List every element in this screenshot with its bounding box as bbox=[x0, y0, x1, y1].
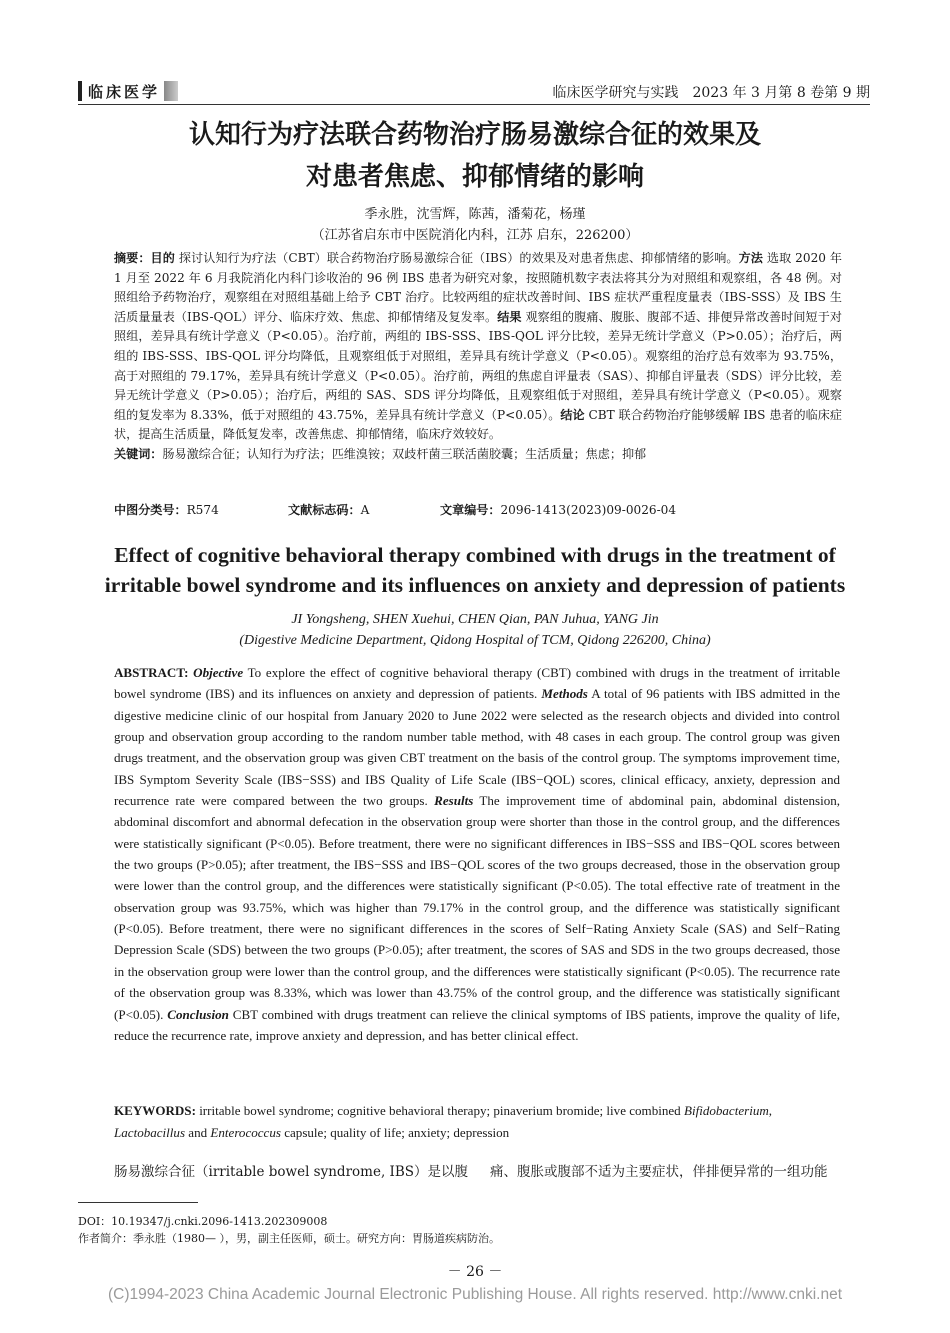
authors-cn: 季永胜，沈雪辉，陈茜，潘菊花，杨瑾 bbox=[364, 207, 586, 222]
results-label-cn: 结果 bbox=[497, 309, 522, 324]
keywords-en bbox=[114, 1100, 840, 1143]
objective-cn: 探讨认知行为疗法（CBT）联合药物治疗肠易激综合征（IBS）的效果及对患者焦虑、抑郁情绪的影响。 bbox=[174, 251, 739, 265]
title-cn-line2: 对患者焦虑、抑郁情绪的影响 bbox=[305, 162, 644, 192]
objective-label-en: Objective bbox=[193, 665, 244, 680]
methods-label-en: Methods bbox=[541, 686, 588, 702]
title-cn-line1: 认知行为疗法联合药物治疗肠易激综合征的效果及 bbox=[188, 120, 761, 150]
header-bar-grey bbox=[164, 81, 178, 101]
doi-footnote: DOI：10.19347/j.cnki.2096-1413.202309008 bbox=[78, 1215, 328, 1228]
keywords-en-part: , bbox=[768, 1103, 773, 1118]
affiliation-cn: （江苏省启东市中医院消化内科，江苏 启东，226200） bbox=[311, 228, 639, 243]
page-number: － 26 － bbox=[447, 1264, 503, 1280]
body-text-left: 肠易激综合征（irritable bowel syndrome, IBS）是以腹 bbox=[114, 1164, 469, 1180]
copyright-watermark: (C)1994-2023 China Academic Journal Electronic Publishing House. All rights reserved. http://www.cnki.net bbox=[107, 1286, 843, 1303]
keywords-en-label: KEYWORDS: bbox=[114, 1103, 200, 1118]
clc-code bbox=[114, 501, 219, 518]
methods-label-cn: 方法 bbox=[738, 251, 763, 265]
conclusion-en: CBT combined with drugs treatment can relieve the clinical symptoms of IBS patients, improve the quality of life, reduce the recurrence rate, improve anxiety and depression, and has better clinical effect. bbox=[114, 1006, 840, 1043]
article-label: 文章编号： bbox=[440, 503, 501, 517]
title-en-line2: irritable bowel syndrome and its influences on anxiety and depression of patients bbox=[104, 573, 846, 597]
header-bar-dark bbox=[78, 81, 82, 101]
article-number bbox=[440, 501, 676, 518]
body-text-right: 痛、腹胀或腹部不适为主要症状，伴排便异常的一组功能 bbox=[490, 1164, 828, 1180]
abstract-en-label: ABSTRACT: bbox=[114, 665, 194, 680]
conclusion-label-cn: 结论 bbox=[560, 407, 585, 422]
results-en: The improvement time of abdominal pain, abdominal distension, abdominal discomfort and abnormal defecation in the observation group were shorter than those in the control group, and the differences were statistically significant (P<0.05). Before treatment, there were no significant differences in IBS−SSS and IBS−QOL scores between the two groups (P>0.05); after treatment, the IBS−SSS and IBS−QOL scores of the two groups decreased, those in the observation group were lower than the control group, and the differences were statistically significant (P<0.05). The total effective rate of treatment in the observation group was 93.75%, which was higher than 79.17% in the control group, and the difference was statistically significant (P<0.05). Before treatment, there were no significant differences in the scores of Self−Rating Anxiety Scale (SAS) and Self−Rating Depression Scale (SDS) between the two groups (P>0.05); after treatment, the scores of SAS and SDS in the two groups decreased, those in the observation group were lower than the control group, and the differences were statistically significant (P<0.05). The recurrence rate of the observation group was 8.33%, which was lower than 43.75% of the control group, and the difference was statistically significant (P<0.05). bbox=[114, 793, 840, 1022]
abstract-en bbox=[114, 662, 840, 1046]
footnote-rule bbox=[78, 1202, 198, 1203]
abstract-cn-label: 摘要： bbox=[114, 251, 151, 265]
objective-en: To explore the effect of cognitive behavioral therapy (CBT) combined with drugs in the treatment of irritable bowel syndrome (IBS) and its influences on anxiety and depression of patients. bbox=[114, 665, 840, 702]
journal-info: 临床医学研究与实践 2023 年 3 月第 8 卷第 9 期 bbox=[552, 85, 870, 101]
clc-label: 中图分类号： bbox=[114, 503, 187, 517]
doc-label: 文献标志码： bbox=[288, 503, 361, 517]
results-cn: 观察组的腹痛、腹胀、腹部不适、排便异常改善时间短于对照组，差异具有统计学意义（P<0.05）。治疗前，两组的 IBS-SSS、IBS-QOL 评分比较，差异无统计学意义（P>0.05）；治疗后，两组的 IBS-SSS、IBS-QOL 评分均降低，且观察组低于对照组，差异具有统计学意义（P<0.05）。观察组的治疗总有效率为 93.75%，高于对照组的 79.17%，差异具有统计学意义（P<0.05）。治疗前，两组的焦虑自评量表（SAS）、抑郁自评量表（SDS）评分比较，差异无统计学意义（P>0.05）；治疗后，两组的 SAS、SDS 评分均降低，且观察组低于对照组，差异具有统计学意义（P<0.05）。观察组的复发率为 8.33%，低于对照组的 43.75%，差异具有统计学意义（P<0.05）。 bbox=[114, 309, 842, 422]
section-tag: 临床医学 bbox=[88, 82, 161, 101]
keywords-en-italic: Enterococcus bbox=[210, 1124, 281, 1140]
affiliation-en: (Digestive Medicine Department, Qidong Hospital of TCM, Qidong 226200, China) bbox=[239, 633, 711, 648]
results-label-en: Results bbox=[434, 793, 474, 809]
keywords-en-part: irritable bowel syndrome; cognitive behavioral therapy; pinaverium bromide; live combined bbox=[199, 1103, 684, 1118]
methods-en: A total of 96 patients with IBS admitted in the digestive medicine clinic of our hospital from January 2020 to June 2022 were selected as the research objects and divided into control group and observation group according to the random number table method, with 48 cases in each group. The control group was given drugs treatment, and the observation group was given CBT treatment on the basis of the control group. The symptoms improvement time, IBS Symptom Severity Scale (IBS−SSS) and IBS Quality of Life Scale (IBS−QOL) scores, clinical efficacy, anxiety, depression and recurrence rate were compared between the two groups. bbox=[114, 686, 840, 809]
keywords-cn: 肠易激综合征；认知行为疗法；匹维溴铵；双歧杆菌三联活菌胶囊；生活质量；焦虑；抑郁 bbox=[162, 446, 647, 461]
keywords-cn-label: 关键词： bbox=[114, 446, 163, 461]
abstract-cn bbox=[114, 249, 842, 465]
doc-value: A bbox=[360, 503, 370, 517]
article-value: 2096-1413(2023)09-0026-04 bbox=[500, 503, 677, 517]
header-rule bbox=[78, 104, 870, 105]
keywords-en-part: capsule; quality of life; anxiety; depression bbox=[280, 1124, 510, 1140]
keywords-en-part: and bbox=[185, 1124, 211, 1140]
keywords-en-italic: Lactobacillus bbox=[114, 1124, 186, 1140]
author-bio-footnote: 作者简介：季永胜（1980— ），男，副主任医师，硕士。研究方向：胃肠道疾病防治。 bbox=[78, 1232, 500, 1245]
section-header bbox=[78, 80, 178, 102]
clc-value: R574 bbox=[186, 503, 219, 517]
authors-en: JI Yongsheng, SHEN Xuehui, CHEN Qian, PAN Juhua, YANG Jin bbox=[291, 612, 659, 627]
title-en-line1: Effect of cognitive behavioral therapy combined with drugs in the treatment of bbox=[114, 543, 836, 567]
conclusion-label-en: Conclusion bbox=[167, 1006, 229, 1022]
methods-cn: 选取 2020 年 1 月至 2022 年 6 月我院消化内科门诊收治的 96 例 IBS 患者为研究对象，按照随机数字表法将其分为对照组和观察组，各 48 例。对照组给予药物治疗，观察组在对照组基础上给予 CBT 治疗。比较两组的症状改善时间、IBS 症状严重程度量表（IBS-SSS）及 IBS 生活质量量表（IBS-QOL）评分、临床疗效、焦虑、抑郁情绪及复发率。 bbox=[114, 251, 842, 324]
conclusion-cn: CBT 联合药物治疗能够缓解 IBS 患者的临床症状，提高生活质量，降低复发率，改善焦虑、抑郁情绪，临床疗效较好。 bbox=[114, 407, 842, 442]
doc-code bbox=[288, 501, 369, 518]
objective-label-cn: 目的 bbox=[150, 251, 175, 265]
keywords-en-italic: Bifidobacterium bbox=[683, 1103, 769, 1118]
